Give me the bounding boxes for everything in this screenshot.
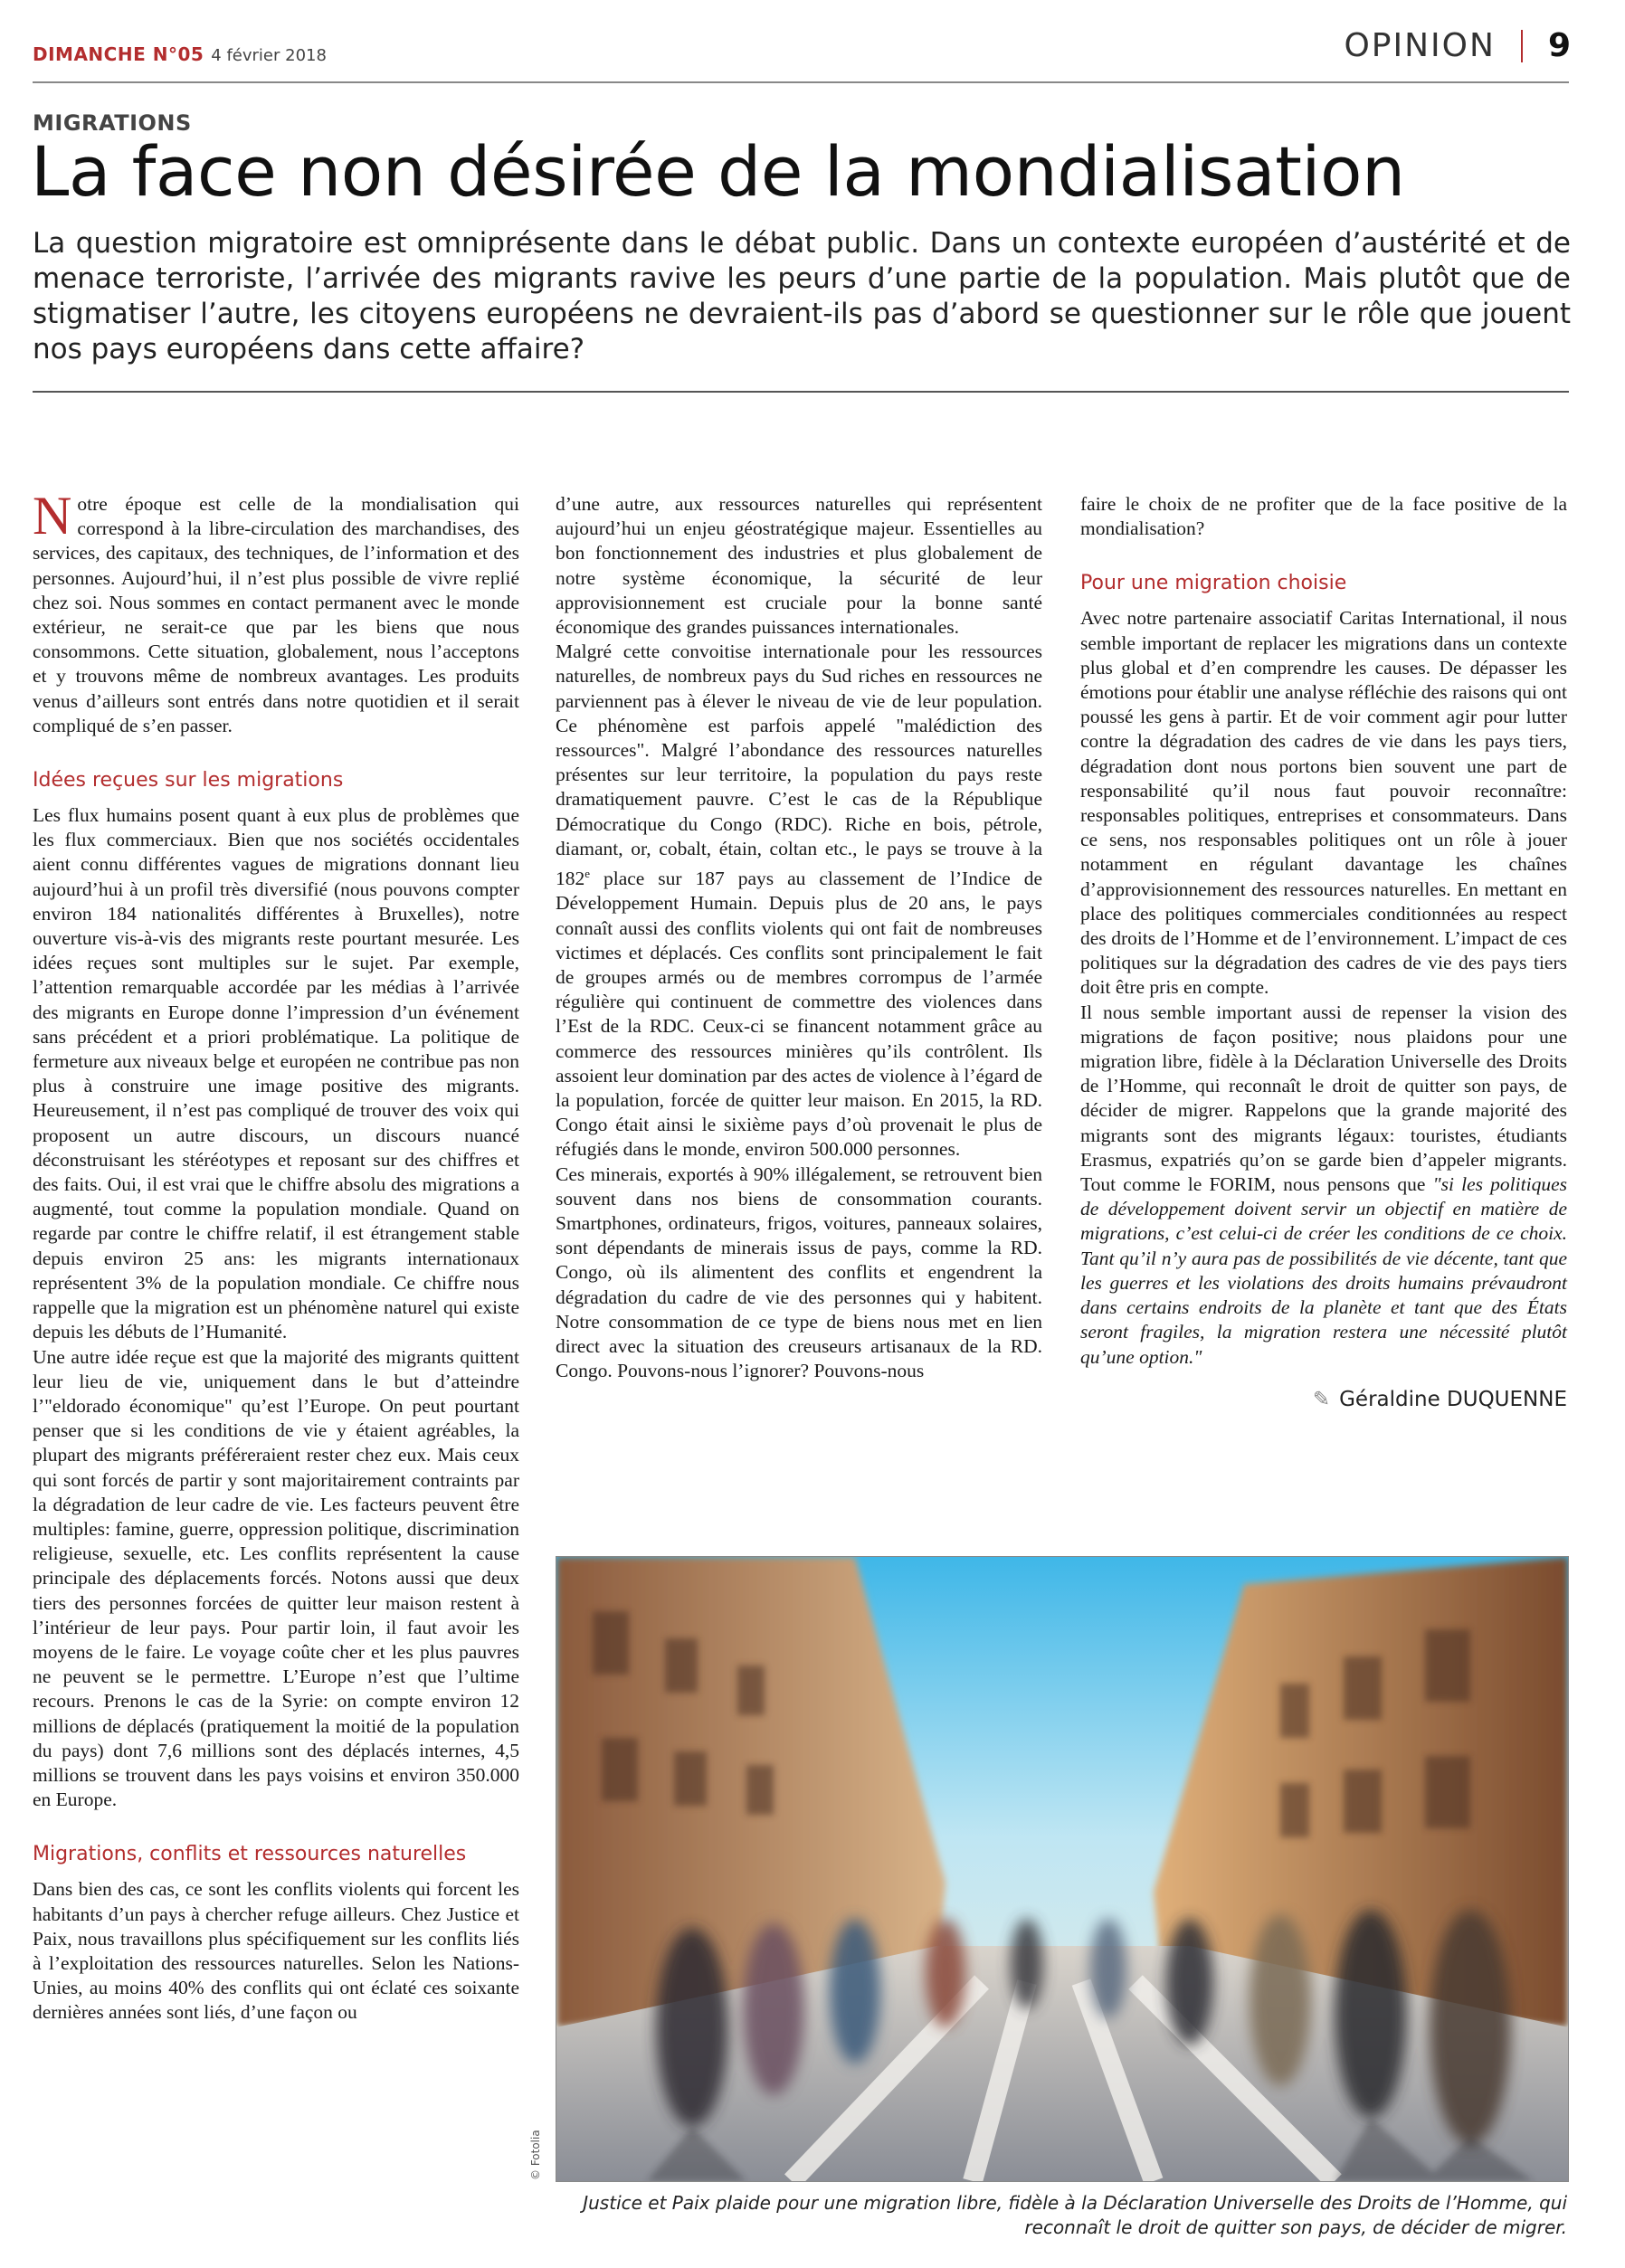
drop-cap: N [33, 486, 72, 546]
article-column-2 [556, 492, 1042, 1383]
photo-caption: Justice et Paix plaide pour une migration libre, fidèle à la Déclaration Universelle des Droits de l’Homme, qui reconnaît le droit de quitter son pays, de décider de migrer. [583, 2192, 1567, 2238]
author-name: Géraldine DUQUENNE [1339, 1387, 1567, 1411]
paragraph: d’une autre, aux ressources naturelles qui représentent aujourd’hui un enjeu géostratégique majeur. Essentielles au bon fonctionnement des industries et plus globalement de notre système économique, la sécurité de leur approvisionnement est cruciale pour la bonne santé économique des grandes puissances internationales. [556, 493, 1042, 639]
article-lead: La question migratoire est omniprésente dans le débat public. Dans un contexte européen d’austérité et de menace terroriste, l’arrivée des migrants ravive les peurs d’une partie de la population. Mais plutôt que de stigmatiser l’autre, les citoyens européens ne devraient-ils pas d’abord se questionner sur le rôle que jouent nos pays européens dans cette affaire? [33, 227, 1571, 365]
issue-info [33, 43, 327, 66]
issue-date: 4 février 2018 [211, 46, 327, 65]
photo-credit: © Fotolia [529, 2130, 542, 2180]
paragraph [556, 640, 1042, 1162]
article-column-1 [33, 486, 519, 2026]
section-name: OPINION [1344, 27, 1496, 64]
author-signature [1080, 1388, 1567, 1412]
section-header [1344, 27, 1571, 64]
paragraph: faire le choix de ne profiter que de la face positive de la mondialisation? [1080, 493, 1567, 540]
issue-number: DIMANCHE N°05 [33, 43, 204, 65]
paragraph-text: Malgré cette convoitise internationale pour les ressources naturelles, de nombreux pays du Sud riches en ressources ne parviennent pas à élever le niveau de vie de leur population. Ce phénomène est parfois appelé "malédiction des ressources". Malgré l’abondance des ressources naturelles présentes sur leur territoire, la population du pays reste dramatiquement pauvre. C’est le cas de la République Démocratique du Congo (RDC). Riche en bois, pétrole, diamant, or, cobalt, étain, coltan etc., le pays se trouve à la 182 [556, 641, 1042, 890]
article-kicker: MIGRATIONS [33, 110, 192, 136]
paragraph: Ces minerais, exportés à 90% illégalement, se retrouvent bien souvent dans nos biens de consommation courants. Smartphones, ordinateurs, frigos, voitures, panneaux solaires, sont dépendants de minerais issus de pays, comme la RD. Congo, où ils alimentent des conflits et engendrent la dégradation du cadre de vie des personnes qui y habitent. Notre consommation de ce type de biens nous met en lien direct avec la situation des creuseurs artisanaux de la RD. Congo. Pouvons-nous l’ignorer? Pouvons-nous [556, 1162, 1042, 1382]
subhead-migration-choisie: Pour une migration choisie [1080, 572, 1347, 595]
paragraph: Les flux humains posent quant à eux plus de problèmes que les flux commerciaux. Bien que nos sociétés occidentales aient connu différentes vagues de migrations donnant lieu aujourd’hui à un profil très diversifié (nous pouvons compter environ 184 nationalités différentes à Bruxelles), notre ouverture vis-à-vis des migrants reste pourtant mesurée. Les idées reçues sont multiples sur le sujet. Par exemple, l’attention remarquable accordée par les médias à l’arrivée des migrants en Europe donne l’impression d’un événement sans précédent et a priori problématique. La politique de fermeture aux niveaux belge et européen ne contribue pas non plus à construire une image positive des migrants. Heureusement, il n’est pas compliqué de trouver des voix qui proposent un autre discours, un discours nuancé déconstruisant les stéréotypes et reposant sur des chiffres et des faits. Oui, il est vrai que le chiffre absolu des migrations a augmenté, tout comme la population mondiale. Quand on regarde par contre le chiffre relatif, il est étrangement stable depuis environ 25 ans: les migrants internationaux représentent 3% de la population mondiale. Ce chiffre nous rappelle que la migration est un phénomène naturel qui existe depuis les débuts de l’Humanité. [33, 804, 519, 1343]
header-rule [33, 81, 1569, 83]
page-number: 9 [1547, 27, 1571, 64]
lead-rule [33, 391, 1569, 393]
crowd-photo [556, 1556, 1569, 2182]
paragraph-text: place sur 187 pays au classement de l’Indice de Développement Humain. Depuis plus de 20 ans, le pays connaît aussi des conflits violents qui ont fait de nombreuses victimes et déplacés. Ces conflits sont principalement le fait de groupes armés ou de membres corrompus de l’armée régulière qui continuent de commettre des violences dans l’Est de la RDC. Ceux-ci se financent notamment grâce au commerce des ressources minières qu’ils contrôlent. Ils assoient leur domination par des actes de violence à l’égard de la population, forcée de quitter leur maison. En 2015, la RD. Congo était ainsi le sixième pays d’où provenait le plus de réfugiés dans le monde, environ 500.000 personnes. [556, 868, 1042, 1161]
paragraph [1080, 1001, 1567, 1370]
crowd-street-image [556, 1557, 1568, 2181]
paragraph-text: Il nous semble important aussi de repenser la vision des migrations de façon positive; nous plaidons pour une migration libre, fidèle à la Déclaration Universelle des Droits de l’Homme, qui reconnaît le droit de quitter son pays, de décider de migrer. Rappelons que la grande majorité des migrants sont des migrants légaux: touristes, étudiants Erasmus, expatriés qu’on se garde bien d’appeler migrants. Tout comme le FORIM, nous pensons que [1080, 1001, 1567, 1196]
superscript: e [584, 867, 591, 881]
header-separator [1521, 30, 1523, 62]
paragraph: Avec notre partenaire associatif Caritas International, il nous semble important de replacer les migrations dans un contexte plus global et d’en comprendre les causes. De dépasser les émotions pour établir une analyse réfléchie des raisons qui ont poussé les gens à partir. Et de voir comment agir pour lutter contre la dégradation des cadres de vie dans les pays tiers, dégradation dont nous portons bien souvent une part de responsabilité qu’il nous faut pouvoir reconnaître: responsables politiques, entreprises et consommateurs. Dans ce sens, nos responsables politiques ont un rôle à jouer notamment en régulant davantage les chaînes d’approvisionnement des ressources naturelles. En mettant en place des politiques commerciales conditionnées au respect des droits de l’Homme et de l’environnement. L’impact de ces politiques sur la dégradation des cadres de vie des pays tiers doit être pris en compte. [1080, 607, 1567, 999]
article-title: La face non désirée de la mondialisation [31, 131, 1405, 212]
paragraph: Une autre idée reçue est que la majorité des migrants quittent leur lieu de vie, uniquement dans le but d’atteindre l’"eldorado économique" qu’est l’Europe. On peut pourtant penser que si les conditions de vie y étaient agréables, la plupart des migrants préféreraient rester chez eux. Mais ceux qui sont forcés de partir y sont majoritairement contraints par la dégradation de leur cadre de vie. Les facteurs peuvent être multiples: famine, guerre, oppression politique, discrimination religieuse, sexuelle, etc. Les conflits représentent la cause principale des déplacements forcés. Notons aussi que deux tiers des personnes forcées de quitter leur maison restent à l’intérieur de leur pays. Pour partir loin, il faut avoir les moyens de le faire. Le voyage coûte cher et les plus pauvres ne peuvent se le permettre. L’Europe n’est que l’ultime recours. Prenons le cas de la Syrie: on compte environ 12 millions de déplacés (pratiquement la moitié de la population du pays) dont 7,6 millions sont des déplacés internes, 4,5 millions se trouvent dans les pays voisins et environ 350.000 en Europe. [33, 1345, 519, 1811]
subhead-idees-recues: Idées reçues sur les migrations [33, 769, 344, 792]
article-column-3 [1080, 492, 1567, 1412]
subhead-conflits: Migrations, conflits et ressources naturelles [33, 1843, 467, 1866]
intro-text: otre époque est celle de la mondialisation qui correspond à la libre-circulation des marchandises, des services, des capitaux, des techniques, de l’information et des personnes. Aujourd’hui, il n’est plus possible de vivre replié chez soi. Nous sommes en contact permanent avec le monde extérieur, ne serait-ce que par les biens que nous consommons. Cette situation, globalement, nous l’acceptons et y trouvons même de nombreux avantages. Les produits venus d’ailleurs sont entrés dans notre quotidien et il serait compliqué de s’en passer. [33, 493, 519, 736]
paragraph: Dans bien des cas, ce sont les conflits violents qui forcent les habitants d’un pays à chercher refuge ailleurs. Chez Justice et Paix, nous travaillons plus spécifiquement sur les conflits liés à l’exploitation des ressources naturelles. Selon les Nations-Unies, au moins 40% des conflits qui ont éclaté ces soixante dernières années sont liés, d’une façon ou [33, 1878, 519, 2024]
forim-quote: "si les politiques de développement doivent servir un objectif en matière de migrations, c’est celui-ci de créer les conditions de ce choix. Tant qu’il n’y aura pas de possibilités de vie décente, tant que les guerres et les violations des droits humains prévaudront dans certains endroits de la planète et tant que des États seront fragiles, la migration restera une nécessité plutôt qu’une option." [1080, 1173, 1567, 1368]
intro-paragraph [33, 486, 519, 738]
pen-icon: ✎ [1312, 1387, 1331, 1411]
